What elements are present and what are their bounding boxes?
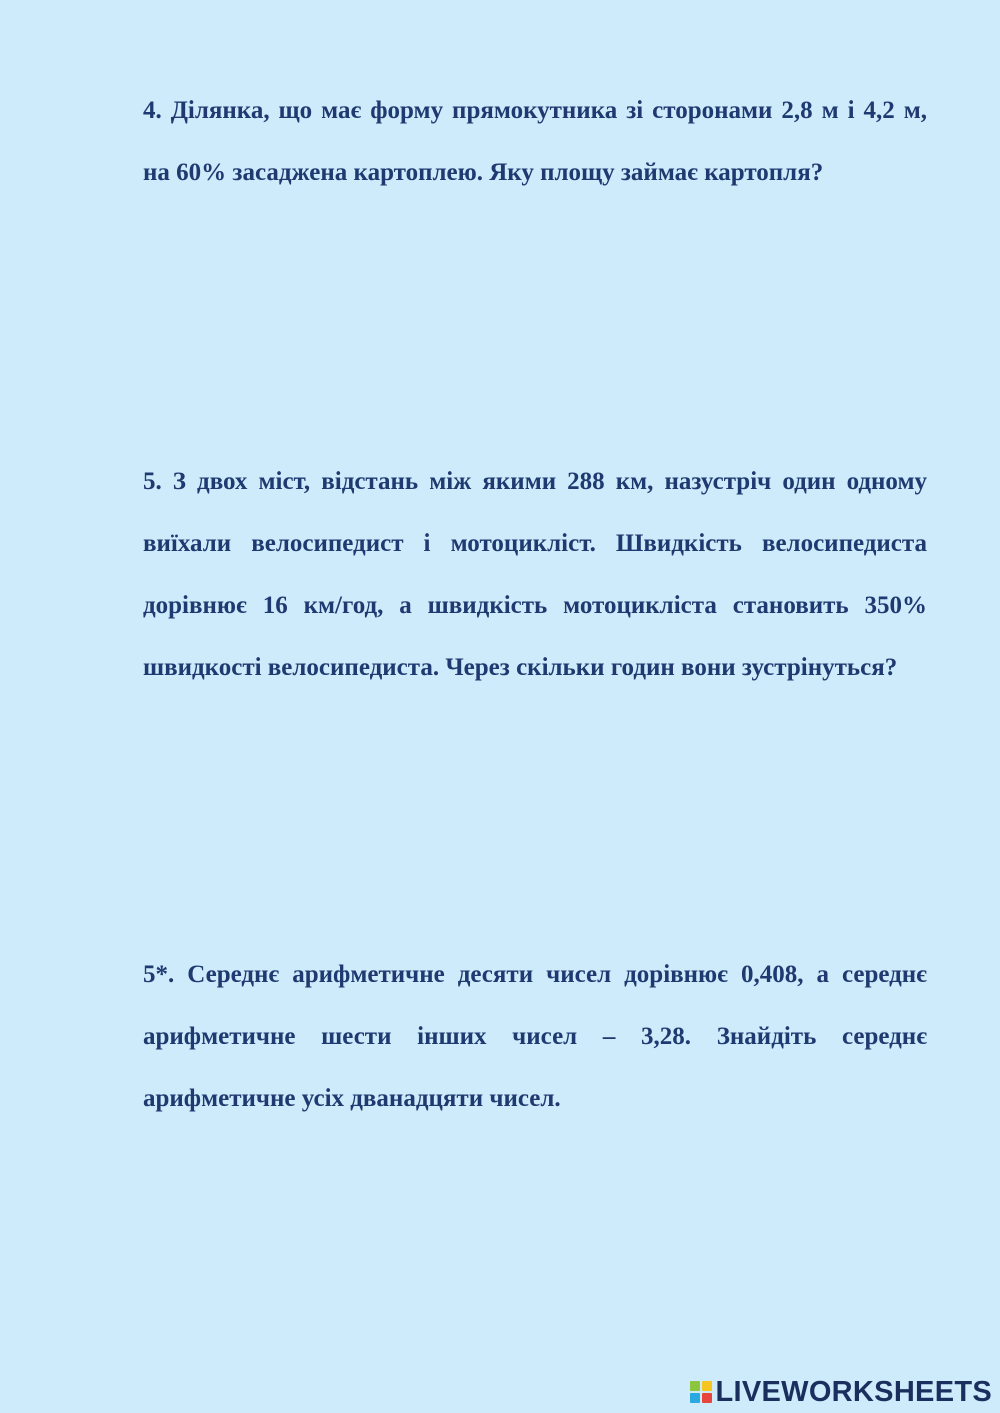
liveworksheets-logo [690, 1375, 993, 1409]
problem-5-text: 5. З двох міст, відстань між якими 288 км, назустріч один одному виїхали велосипедист і мотоцикліст. Швидкість велосипедиста дорівнює 16 км/год, а швидкість мотоцикліста становить 350% швидкості велосипедиста. Через скільки годин вони зустрінуться? [143, 468, 927, 681]
logo-block-red [702, 1393, 712, 1403]
logo-block-yellow [702, 1381, 712, 1391]
problem-5-star-text: 5*. Середнє арифметичне десяти чисел дорівнює 0,408, а середнє арифметичне шести інших чисел – 3,28. Знайдіть середнє арифметичне усіх дванадцяти чисел. [143, 961, 927, 1112]
logo-blocks-icon [690, 1381, 712, 1403]
logo-text: LIVEWORKSHEETS [715, 1375, 992, 1408]
problem-4-text: 4. Ділянка, що має форму прямокутника зі сторонами 2,8 м і 4,2 м, на 60% засаджена картоплею. Яку площу займає картопля? [143, 97, 927, 186]
logo-block-blue [690, 1393, 700, 1403]
logo-block-green [690, 1381, 700, 1391]
